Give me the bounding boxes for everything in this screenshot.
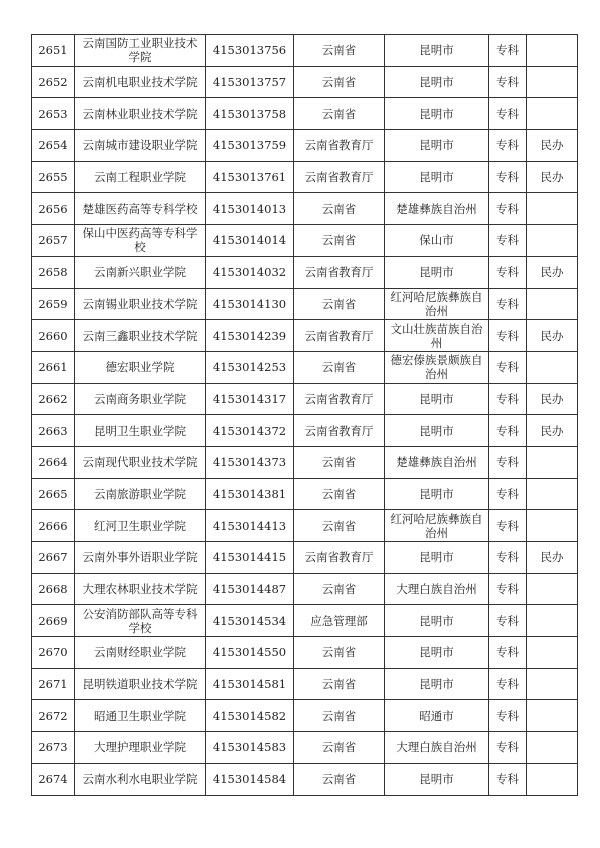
cell-school-code: 4153014415 bbox=[206, 542, 294, 574]
cell-level: 专科 bbox=[489, 510, 527, 542]
cell-school-name: 昆明卫生职业学院 bbox=[75, 415, 206, 447]
cell-authority: 云南省 bbox=[294, 478, 385, 510]
cell-remark: 民办 bbox=[527, 320, 578, 352]
cell-location: 昆明市 bbox=[385, 35, 489, 67]
cell-school-code: 4153013757 bbox=[206, 66, 294, 98]
cell-school-name: 大理护理职业学院 bbox=[75, 732, 206, 764]
cell-location: 昆明市 bbox=[385, 383, 489, 415]
table-row bbox=[32, 573, 578, 605]
cell-location: 昆明市 bbox=[385, 161, 489, 193]
cell-row-number: 2656 bbox=[32, 193, 75, 225]
cell-row-number: 2674 bbox=[32, 763, 75, 795]
cell-school-code: 4153013758 bbox=[206, 98, 294, 130]
cell-row-number: 2662 bbox=[32, 383, 75, 415]
cell-school-name: 德宏职业学院 bbox=[75, 351, 206, 383]
cell-school-name: 昭通卫生职业学院 bbox=[75, 700, 206, 732]
table-row bbox=[32, 351, 578, 383]
cell-authority: 云南省 bbox=[294, 225, 385, 257]
cell-level: 专科 bbox=[489, 415, 527, 447]
cell-row-number: 2655 bbox=[32, 161, 75, 193]
cell-school-code: 4153014487 bbox=[206, 573, 294, 605]
table-body bbox=[32, 35, 578, 796]
cell-remark bbox=[527, 637, 578, 669]
cell-school-code: 4153014013 bbox=[206, 193, 294, 225]
cell-authority: 云南省 bbox=[294, 66, 385, 98]
cell-school-name: 云南财经职业学院 bbox=[75, 637, 206, 669]
institution-table bbox=[31, 34, 578, 796]
cell-row-number: 2658 bbox=[32, 256, 75, 288]
cell-row-number: 2670 bbox=[32, 637, 75, 669]
cell-location: 文山壮族苗族自治州 bbox=[385, 320, 489, 352]
cell-authority: 云南省教育厅 bbox=[294, 256, 385, 288]
cell-remark: 民办 bbox=[527, 383, 578, 415]
cell-remark bbox=[527, 478, 578, 510]
cell-authority: 云南省教育厅 bbox=[294, 130, 385, 162]
cell-location: 大理白族自治州 bbox=[385, 732, 489, 764]
cell-remark bbox=[527, 573, 578, 605]
cell-school-name: 昆明铁道职业技术学院 bbox=[75, 668, 206, 700]
cell-authority: 云南省 bbox=[294, 700, 385, 732]
table-row bbox=[32, 225, 578, 257]
cell-authority: 云南省 bbox=[294, 446, 385, 478]
cell-school-code: 4153013756 bbox=[206, 35, 294, 67]
table-row bbox=[32, 637, 578, 669]
cell-school-code: 4153013761 bbox=[206, 161, 294, 193]
table-row bbox=[32, 446, 578, 478]
cell-row-number: 2657 bbox=[32, 225, 75, 257]
cell-level: 专科 bbox=[489, 351, 527, 383]
cell-row-number: 2661 bbox=[32, 351, 75, 383]
cell-level: 专科 bbox=[489, 763, 527, 795]
cell-authority: 云南省 bbox=[294, 637, 385, 669]
cell-location: 楚雄彝族自治州 bbox=[385, 446, 489, 478]
table-row bbox=[32, 415, 578, 447]
cell-row-number: 2660 bbox=[32, 320, 75, 352]
table-row bbox=[32, 700, 578, 732]
table-row bbox=[32, 256, 578, 288]
cell-remark bbox=[527, 225, 578, 257]
cell-location: 昆明市 bbox=[385, 66, 489, 98]
table-row bbox=[32, 383, 578, 415]
cell-authority: 云南省 bbox=[294, 351, 385, 383]
cell-authority: 云南省教育厅 bbox=[294, 383, 385, 415]
cell-school-code: 4153014317 bbox=[206, 383, 294, 415]
cell-school-code: 4153014130 bbox=[206, 288, 294, 320]
cell-location: 昆明市 bbox=[385, 415, 489, 447]
table-row bbox=[32, 320, 578, 352]
cell-school-name: 云南旅游职业学院 bbox=[75, 478, 206, 510]
cell-school-name: 云南外事外语职业学院 bbox=[75, 542, 206, 574]
cell-level: 专科 bbox=[489, 320, 527, 352]
cell-remark bbox=[527, 351, 578, 383]
cell-school-name: 保山中医药高等专科学校 bbox=[75, 225, 206, 257]
cell-remark bbox=[527, 35, 578, 67]
cell-school-code: 4153014239 bbox=[206, 320, 294, 352]
cell-authority: 云南省 bbox=[294, 193, 385, 225]
cell-location: 昆明市 bbox=[385, 668, 489, 700]
cell-remark bbox=[527, 193, 578, 225]
table-row bbox=[32, 732, 578, 764]
cell-school-name: 楚雄医药高等专科学校 bbox=[75, 193, 206, 225]
cell-authority: 云南省 bbox=[294, 288, 385, 320]
cell-location: 楚雄彝族自治州 bbox=[385, 193, 489, 225]
cell-level: 专科 bbox=[489, 605, 527, 637]
cell-level: 专科 bbox=[489, 130, 527, 162]
cell-location: 昆明市 bbox=[385, 478, 489, 510]
cell-level: 专科 bbox=[489, 573, 527, 605]
table-row bbox=[32, 98, 578, 130]
cell-remark: 民办 bbox=[527, 415, 578, 447]
cell-row-number: 2652 bbox=[32, 66, 75, 98]
cell-school-code: 4153014534 bbox=[206, 605, 294, 637]
cell-school-name: 云南工程职业学院 bbox=[75, 161, 206, 193]
cell-level: 专科 bbox=[489, 256, 527, 288]
table-row bbox=[32, 605, 578, 637]
cell-remark bbox=[527, 700, 578, 732]
cell-location: 大理白族自治州 bbox=[385, 573, 489, 605]
cell-remark: 民办 bbox=[527, 542, 578, 574]
cell-remark bbox=[527, 510, 578, 542]
cell-level: 专科 bbox=[489, 66, 527, 98]
cell-authority: 云南省 bbox=[294, 732, 385, 764]
cell-level: 专科 bbox=[489, 35, 527, 67]
table-row bbox=[32, 66, 578, 98]
cell-school-code: 4153014014 bbox=[206, 225, 294, 257]
cell-school-code: 4153013759 bbox=[206, 130, 294, 162]
cell-row-number: 2665 bbox=[32, 478, 75, 510]
cell-authority: 云南省教育厅 bbox=[294, 161, 385, 193]
cell-authority: 应急管理部 bbox=[294, 605, 385, 637]
cell-school-code: 4153014372 bbox=[206, 415, 294, 447]
cell-school-name: 云南城市建设职业学院 bbox=[75, 130, 206, 162]
cell-school-name: 公安消防部队高等专科学校 bbox=[75, 605, 206, 637]
cell-school-name: 云南国防工业职业技术学院 bbox=[75, 35, 206, 67]
cell-remark bbox=[527, 446, 578, 478]
table-row bbox=[32, 478, 578, 510]
cell-row-number: 2667 bbox=[32, 542, 75, 574]
table-row bbox=[32, 193, 578, 225]
cell-remark: 民办 bbox=[527, 161, 578, 193]
cell-remark bbox=[527, 605, 578, 637]
cell-location: 昆明市 bbox=[385, 605, 489, 637]
cell-row-number: 2663 bbox=[32, 415, 75, 447]
cell-level: 专科 bbox=[489, 478, 527, 510]
cell-school-name: 云南水利水电职业学院 bbox=[75, 763, 206, 795]
cell-school-name: 云南商务职业学院 bbox=[75, 383, 206, 415]
cell-school-code: 4153014550 bbox=[206, 637, 294, 669]
table-row bbox=[32, 510, 578, 542]
cell-authority: 云南省 bbox=[294, 668, 385, 700]
cell-row-number: 2651 bbox=[32, 35, 75, 67]
cell-school-code: 4153014581 bbox=[206, 668, 294, 700]
cell-location: 昆明市 bbox=[385, 256, 489, 288]
cell-row-number: 2672 bbox=[32, 700, 75, 732]
cell-remark bbox=[527, 66, 578, 98]
cell-school-name: 云南锡业职业技术学院 bbox=[75, 288, 206, 320]
cell-school-name: 云南机电职业技术学院 bbox=[75, 66, 206, 98]
cell-location: 昆明市 bbox=[385, 542, 489, 574]
cell-remark bbox=[527, 288, 578, 320]
cell-remark bbox=[527, 763, 578, 795]
cell-level: 专科 bbox=[489, 668, 527, 700]
cell-school-name: 云南新兴职业学院 bbox=[75, 256, 206, 288]
cell-level: 专科 bbox=[489, 637, 527, 669]
cell-remark: 民办 bbox=[527, 256, 578, 288]
cell-level: 专科 bbox=[489, 446, 527, 478]
cell-school-code: 4153014413 bbox=[206, 510, 294, 542]
cell-row-number: 2654 bbox=[32, 130, 75, 162]
cell-school-code: 4153014253 bbox=[206, 351, 294, 383]
cell-location: 昆明市 bbox=[385, 763, 489, 795]
cell-level: 专科 bbox=[489, 700, 527, 732]
cell-school-name: 云南三鑫职业技术学院 bbox=[75, 320, 206, 352]
cell-remark bbox=[527, 732, 578, 764]
cell-school-name: 云南现代职业技术学院 bbox=[75, 446, 206, 478]
cell-school-code: 4153014373 bbox=[206, 446, 294, 478]
cell-location: 昆明市 bbox=[385, 98, 489, 130]
cell-school-name: 云南林业职业技术学院 bbox=[75, 98, 206, 130]
cell-school-code: 4153014381 bbox=[206, 478, 294, 510]
cell-level: 专科 bbox=[489, 732, 527, 764]
cell-school-code: 4153014583 bbox=[206, 732, 294, 764]
cell-school-code: 4153014582 bbox=[206, 700, 294, 732]
table-row bbox=[32, 130, 578, 162]
cell-level: 专科 bbox=[489, 288, 527, 320]
cell-school-code: 4153014584 bbox=[206, 763, 294, 795]
table-row bbox=[32, 668, 578, 700]
cell-level: 专科 bbox=[489, 542, 527, 574]
cell-location: 红河哈尼族彝族自治州 bbox=[385, 288, 489, 320]
cell-row-number: 2669 bbox=[32, 605, 75, 637]
cell-authority: 云南省 bbox=[294, 35, 385, 67]
cell-row-number: 2673 bbox=[32, 732, 75, 764]
cell-location: 昆明市 bbox=[385, 130, 489, 162]
cell-authority: 云南省教育厅 bbox=[294, 320, 385, 352]
table-row bbox=[32, 763, 578, 795]
cell-school-code: 4153014032 bbox=[206, 256, 294, 288]
table-row bbox=[32, 35, 578, 67]
cell-authority: 云南省 bbox=[294, 763, 385, 795]
cell-level: 专科 bbox=[489, 98, 527, 130]
cell-school-name: 红河卫生职业学院 bbox=[75, 510, 206, 542]
cell-location: 昭通市 bbox=[385, 700, 489, 732]
table-row bbox=[32, 161, 578, 193]
cell-row-number: 2653 bbox=[32, 98, 75, 130]
cell-remark bbox=[527, 98, 578, 130]
cell-level: 专科 bbox=[489, 161, 527, 193]
cell-location: 红河哈尼族彝族自治州 bbox=[385, 510, 489, 542]
cell-authority: 云南省 bbox=[294, 98, 385, 130]
cell-location: 昆明市 bbox=[385, 637, 489, 669]
cell-row-number: 2668 bbox=[32, 573, 75, 605]
cell-school-name: 大理农林职业技术学院 bbox=[75, 573, 206, 605]
cell-authority: 云南省 bbox=[294, 573, 385, 605]
cell-row-number: 2666 bbox=[32, 510, 75, 542]
cell-row-number: 2671 bbox=[32, 668, 75, 700]
cell-authority: 云南省教育厅 bbox=[294, 415, 385, 447]
cell-row-number: 2664 bbox=[32, 446, 75, 478]
cell-level: 专科 bbox=[489, 225, 527, 257]
cell-row-number: 2659 bbox=[32, 288, 75, 320]
cell-authority: 云南省教育厅 bbox=[294, 542, 385, 574]
table-row bbox=[32, 288, 578, 320]
cell-location: 保山市 bbox=[385, 225, 489, 257]
cell-level: 专科 bbox=[489, 193, 527, 225]
cell-authority: 云南省 bbox=[294, 510, 385, 542]
cell-location: 德宏傣族景颇族自治州 bbox=[385, 351, 489, 383]
cell-level: 专科 bbox=[489, 383, 527, 415]
cell-remark bbox=[527, 668, 578, 700]
table-row bbox=[32, 542, 578, 574]
cell-remark: 民办 bbox=[527, 130, 578, 162]
